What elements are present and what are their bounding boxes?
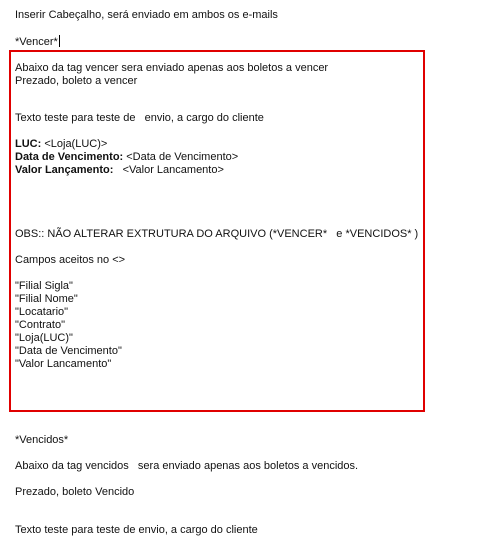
tag-vencer: *Vencer*	[15, 36, 58, 48]
vencer-intro: Abaixo da tag vencer sera enviado apenas aos boletos a vencer	[15, 62, 329, 74]
vencidos-greeting: Prezado, boleto Vencido	[15, 486, 135, 498]
accepted-field: "Valor Lancamento"	[15, 358, 112, 370]
vencidos-intro: Abaixo da tag vencidos sera enviado apenas aos boletos a vencidos.	[15, 460, 359, 472]
accepted-heading: Campos aceitos no <>	[15, 254, 126, 266]
header-note: Inserir Cabeçalho, será enviado em ambos os e-mails	[15, 9, 278, 21]
obs-note: OBS:: NÃO ALTERAR EXTRUTURA DO ARQUIVO (*VENCER* e *VENCIDOS* )	[15, 228, 419, 240]
accepted-field: "Data de Vencimento"	[15, 345, 122, 357]
text-cursor	[59, 35, 60, 47]
vencer-test-text: Texto teste para teste de envio, a cargo do cliente	[15, 112, 264, 124]
accepted-field: "Locatario"	[15, 306, 69, 318]
accepted-field: "Filial Nome"	[15, 293, 78, 305]
tag-vencidos: *Vencidos*	[15, 434, 69, 446]
field-data-vencimento: Data de Vencimento: <Data de Vencimento>	[15, 151, 239, 163]
accepted-field: "Loja(LUC)"	[15, 332, 73, 344]
accepted-field: "Contrato"	[15, 319, 65, 331]
vencer-greeting: Prezado, boleto a vencer	[15, 75, 138, 87]
vencidos-test-text: Texto teste para teste de envio, a cargo do cliente	[15, 524, 258, 536]
field-valor-lancamento: Valor Lançamento: <Valor Lancamento>	[15, 164, 224, 176]
accepted-field: "Filial Sigla"	[15, 280, 73, 292]
field-luc: LUC: <Loja(LUC)>	[15, 138, 108, 150]
